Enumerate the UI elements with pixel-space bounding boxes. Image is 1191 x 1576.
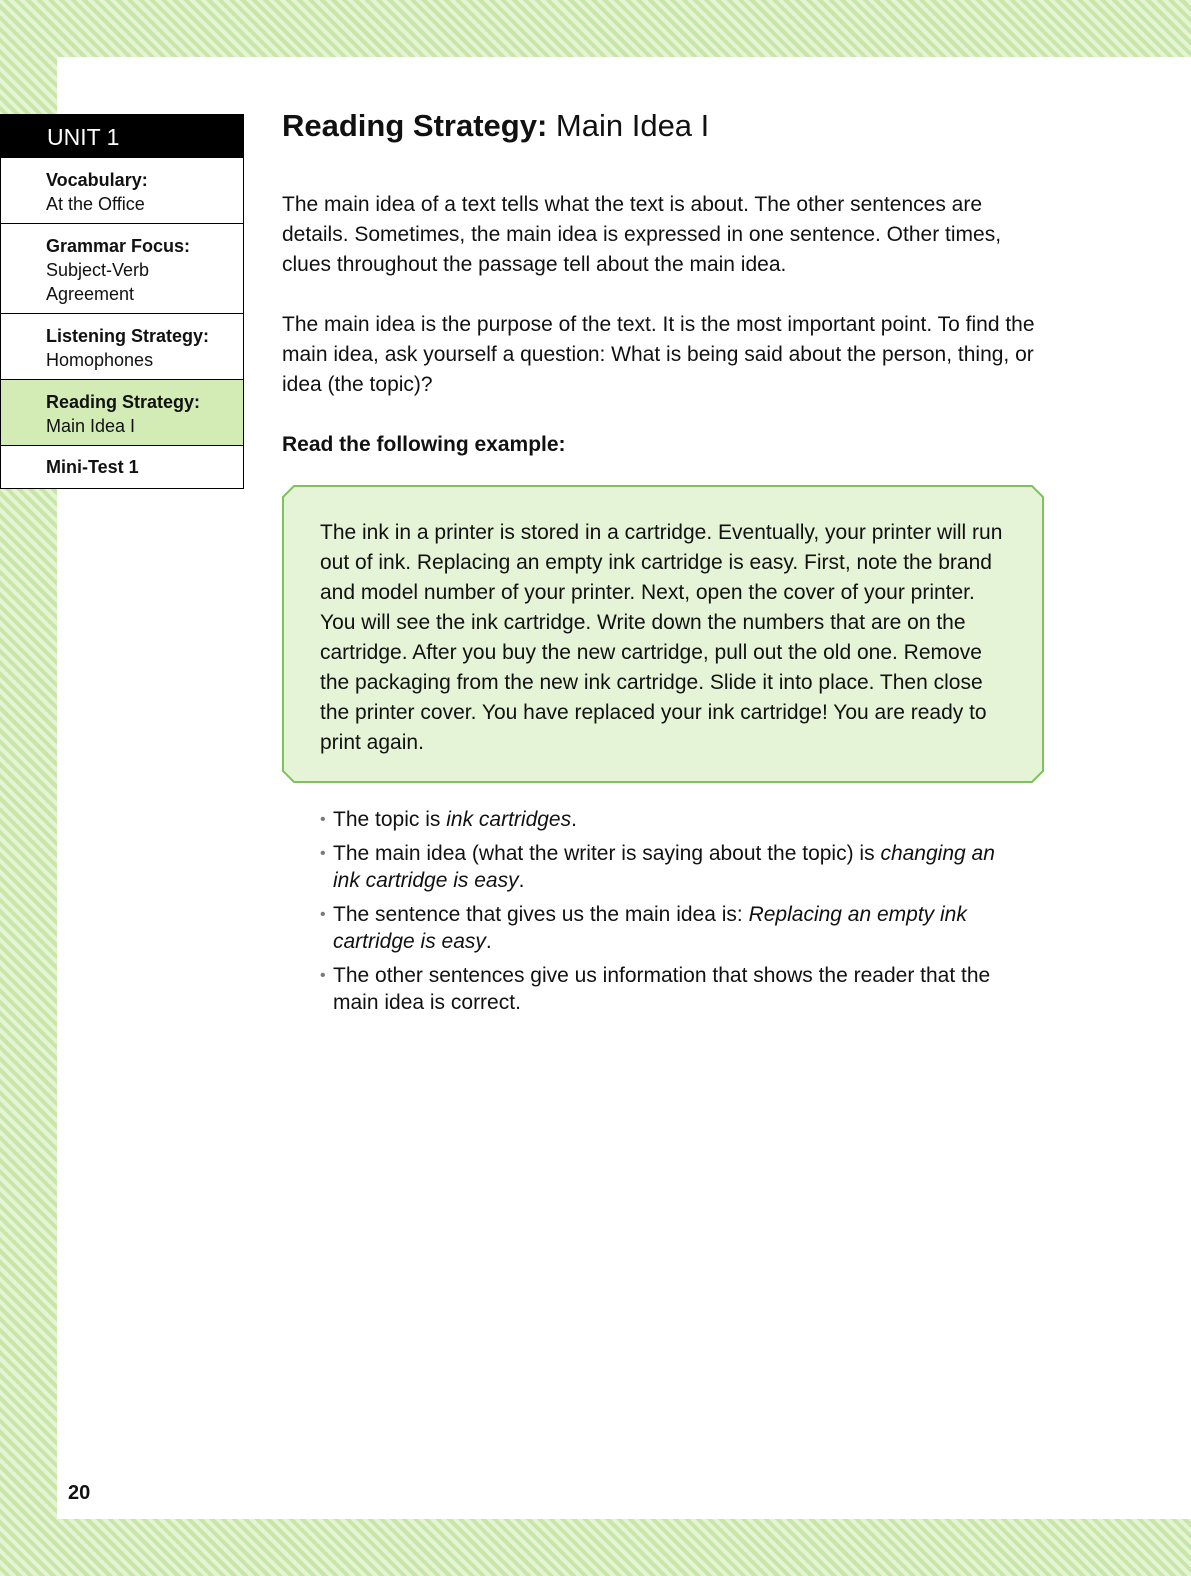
page-title-topic: Main Idea I	[555, 108, 710, 143]
bullet-end: .	[485, 930, 492, 953]
sidebar-item-vocabulary[interactable]	[0, 158, 244, 224]
bullet-icon: •	[320, 845, 326, 862]
list-item	[320, 962, 1000, 1016]
sidebar-item-subtitle: Main Idea I	[46, 416, 136, 436]
bullet-text: The sentence that gives us the main idea is:	[333, 903, 749, 926]
list-item	[320, 806, 1000, 833]
unit-header: UNIT 1	[0, 114, 244, 158]
unit-sidebar	[0, 114, 244, 489]
intro-paragraph: The main idea of a text tells what the text is about. The other sentences are details. Sometimes, the main idea is expressed in one sentence. Other times, clues throughout the passage tell about the main idea.	[282, 193, 1002, 276]
bullet-text: The other sentences give us information that shows the reader that the main idea is correct.	[333, 964, 991, 1014]
sidebar-item-subtitle: At the Office	[46, 194, 145, 214]
bullet-end: .	[571, 808, 577, 831]
bullet-end: .	[518, 869, 525, 892]
sidebar-item-subtitle: Subject-Verb Agreement	[46, 260, 150, 304]
sidebar-item-subtitle: Homophones	[46, 350, 154, 370]
main-content	[282, 106, 1042, 1014]
sidebar-item-grammar-focus[interactable]	[0, 224, 244, 314]
sidebar-item-reading-strategy[interactable]	[0, 380, 244, 446]
bullet-icon: •	[320, 967, 326, 984]
sidebar-item-title: Mini-Test 1	[46, 457, 139, 477]
page-title-label: Reading Strategy:	[282, 108, 548, 143]
page-title	[282, 106, 1042, 146]
example-passage: The ink in a printer is stored in a cartridge. Eventually, your printer will run out of ink. Replacing an empty ink cartridge is easy. First, note the brand and model number of your printer. Next, open the cover of your printer. You will see the ink cartridge. Write down the numbers that are on the cartridge. After you buy the new cartridge, pull out the old one. Remove the packaging from the new ink cartridge. Slide it into place. Then close the printer cover. You have replaced your ink cartridge! You are ready to print again.	[320, 521, 1003, 754]
example-instruction: Read the following example:	[282, 433, 566, 456]
sidebar-item-title: Reading Strategy:	[46, 392, 201, 412]
bullet-emphasis: ink cartridges	[446, 808, 572, 831]
bullet-icon: •	[320, 811, 326, 828]
bullet-text: The topic is	[333, 808, 447, 831]
page-number: 20	[68, 1482, 91, 1504]
sidebar-item-title: Listening Strategy:	[46, 326, 210, 346]
sidebar-item-title: Grammar Focus:	[46, 236, 191, 256]
sidebar-item-mini-test[interactable]	[0, 446, 244, 489]
sidebar-item-title: Vocabulary:	[46, 170, 148, 190]
bullet-emphasis: changing an ink cartridge is easy	[333, 842, 995, 892]
purpose-paragraph: The main idea is the purpose of the text. It is the most important point. To find the main idea, ask yourself a question: What is being said about the person, thing, or idea (the topic)?	[282, 313, 1035, 396]
list-item	[320, 840, 1000, 894]
list-item	[320, 901, 1000, 955]
main-idea-list	[320, 806, 1000, 1023]
example-frame	[282, 485, 1044, 783]
sidebar-item-listening-strategy[interactable]	[0, 314, 244, 380]
bullet-emphasis: Replacing an empty ink cartridge is easy	[333, 903, 967, 953]
bullet-icon: •	[320, 906, 326, 923]
bullet-text: The main idea (what the writer is saying about the topic) is	[333, 842, 881, 865]
